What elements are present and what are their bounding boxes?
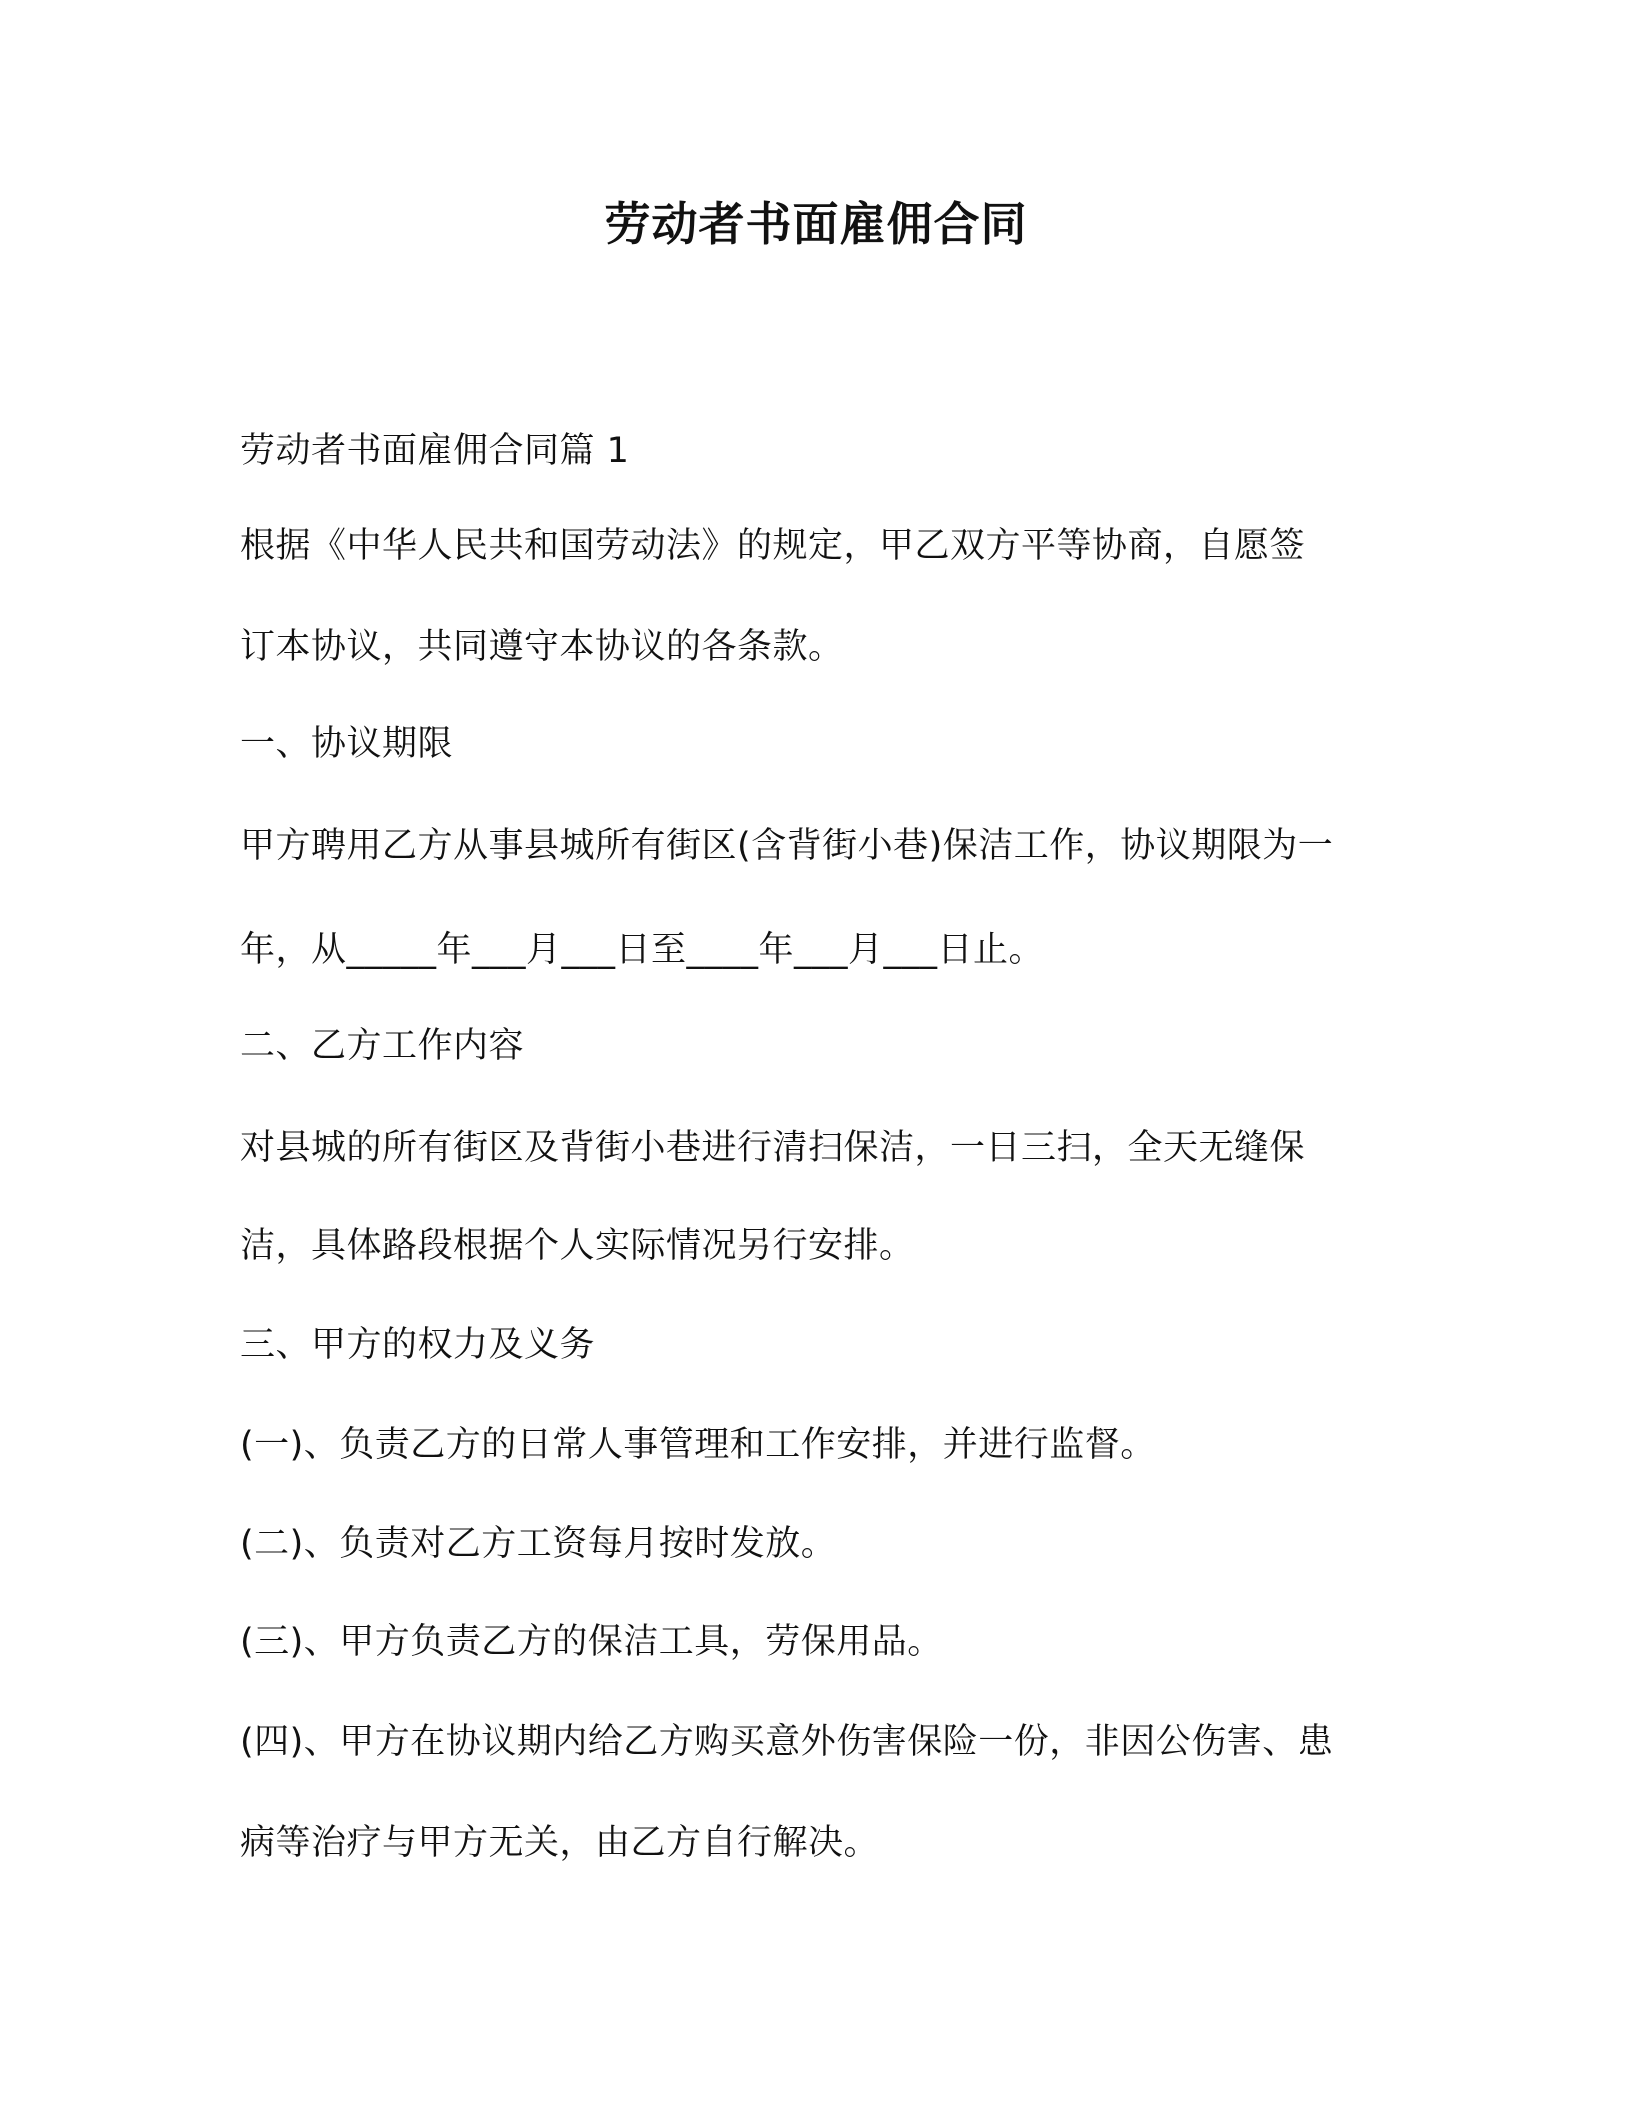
- paragraph-line: 对县城的所有街区及背街小巷进行清扫保洁，一日三扫，全天无缝保: [240, 1128, 1306, 1168]
- clause-heading: 二、乙方工作内容: [240, 1026, 525, 1066]
- document-title: 劳动者书面雇佣合同: [604, 197, 1028, 251]
- paragraph-line: 年，从_____年___月___日至____年___月___日止。: [240, 930, 1045, 970]
- list-item: (四)、甲方在协议期内给乙方购买意外伤害保险一份，非因公伤害、患: [240, 1722, 1334, 1762]
- paragraph-line: 病等治疗与甲方无关，由乙方自行解决。: [240, 1823, 880, 1863]
- list-item: (二)、负责对乙方工资每月按时发放。: [240, 1524, 837, 1564]
- clause-heading: 一、协议期限: [240, 724, 454, 764]
- paragraph-line: 洁，具体路段根据个人实际情况另行安排。: [240, 1226, 915, 1266]
- paragraph-line: 甲方聘用乙方从事县城所有街区(含背街小巷)保洁工作，协议期限为一: [240, 826, 1334, 866]
- list-item: (一)、负责乙方的日常人事管理和工作安排，并进行监督。: [240, 1425, 1156, 1465]
- paragraph-line: 根据《中华人民共和国劳动法》的规定，甲乙双方平等协商，自愿签: [240, 526, 1306, 566]
- section-heading-part1: 劳动者书面雇佣合同篇 1: [240, 431, 630, 471]
- paragraph-line: 订本协议，共同遵守本协议的各条款。: [240, 627, 844, 667]
- list-item: (三)、甲方负责乙方的保洁工具，劳保用品。: [240, 1622, 943, 1662]
- clause-heading: 三、甲方的权力及义务: [240, 1325, 596, 1365]
